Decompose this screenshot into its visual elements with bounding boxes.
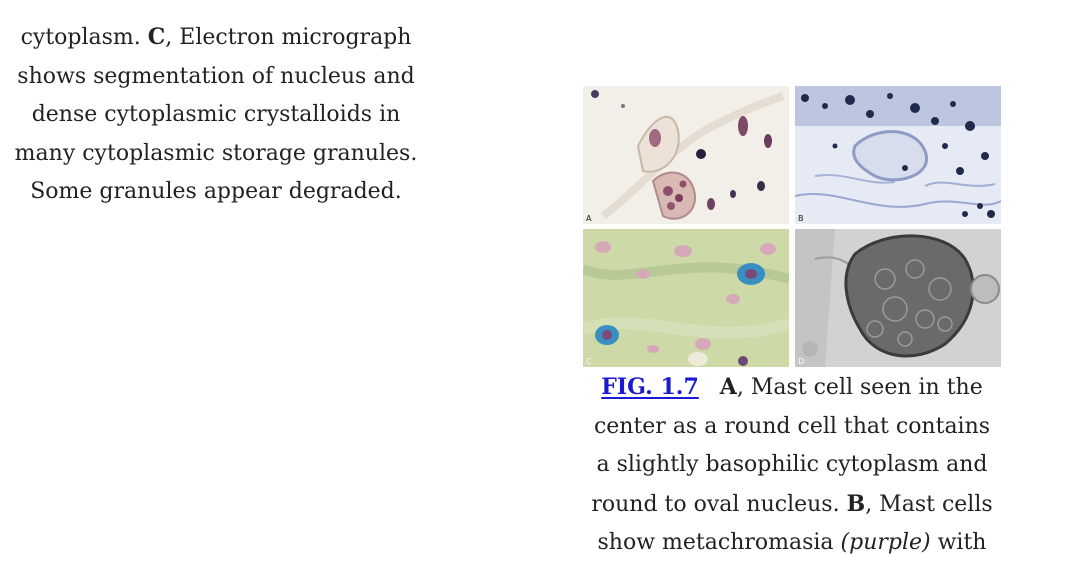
figure-caption-line-5: show metachromasia (purple) with xyxy=(597,530,987,555)
panel-label-b: B xyxy=(798,214,804,223)
panel-label-a: A xyxy=(586,214,592,223)
figure-caption xyxy=(583,368,1001,563)
figure-caption-line-3: a slightly basophilic cytoplasm and xyxy=(596,452,988,477)
left-caption-line-2: shows segmentation of nucleus and xyxy=(17,63,415,89)
left-caption-line-4: many cytoplasmic storage granules. xyxy=(14,140,418,166)
micrograph-panel-c xyxy=(583,229,789,367)
figure-caption-line-4: round to oval nucleus. B, Mast cells xyxy=(591,490,993,517)
left-caption-line-1: cytoplasm. C, Electron micrograph xyxy=(20,24,412,50)
fig-1-7-link[interactable]: FIG. 1.7 xyxy=(601,374,699,400)
panel-label-d: D xyxy=(798,357,805,366)
figure-caption-line-1: FIG. 1.7 A, Mast cell seen in the xyxy=(601,374,983,400)
panel-label-c: C xyxy=(586,357,592,366)
micrograph-panel-d xyxy=(795,229,1001,367)
figure-caption-line-2: center as a round cell that contains xyxy=(593,413,991,439)
left-caption-line-3: dense cytoplasmic crystalloids in xyxy=(31,102,401,127)
figure-1-7-image[interactable] xyxy=(583,86,1001,367)
micrograph-panel-a xyxy=(583,86,789,224)
left-caption xyxy=(14,18,418,212)
micrograph-panel-b xyxy=(795,86,1001,224)
left-caption-line-5: Some granules appear degraded. xyxy=(30,179,402,204)
